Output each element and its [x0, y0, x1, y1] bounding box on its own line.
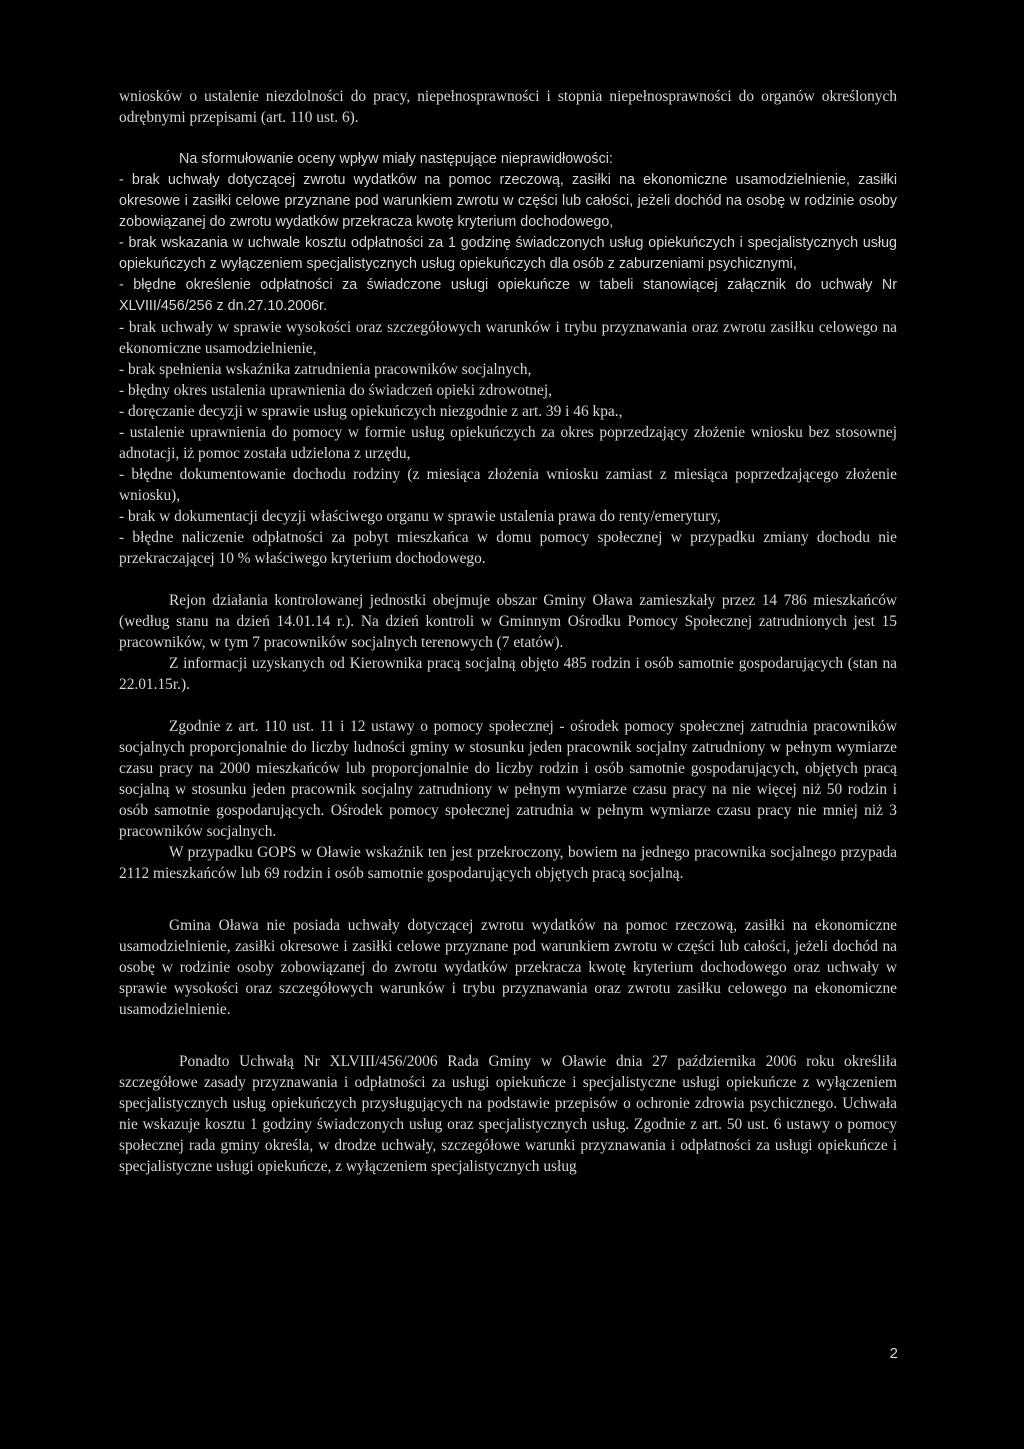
paragraph-spacer: [119, 569, 897, 590]
list-item: - błędne dokumentowanie dochodu rodziny (z miesiąca złożenia wniosku zamiast z miesiąca poprzedzającego złożenie wniosku),: [119, 466, 897, 504]
paragraph: Zgodnie z art. 110 ust. 11 i 12 ustawy o pomocy społecznej - ośrodek pomocy społecznej zatrudnia pracowników socjalnych proporcjonalnie do liczby ludności gminy w stosunku jeden pracownik socjalny zatrudniony w pełnym wymiarze czasu pracy na 2000 mieszkańców lub proporcjonalnie do liczby rodzin i osób samotnie gospodarujących, objętych pracą socjalną w stosunku jeden pracownik socjalny zatrudniony w pełnym wymiarze czasu pracy na nie więcej niż 50 rodzin i osób samotnie gospodarujących. Ośrodek pomocy społecznej zatrudnia w pełnym wymiarze czasu pracy nie mniej niż 3 pracowników socjalnych.: [119, 718, 897, 840]
list-item: - ustalenie uprawnienia do pomocy w formie usług opiekuńczych za okres poprzedzający złożenie wniosku bez stosownej adnotacji, iż pomoc została udzielona z urzędu,: [119, 424, 897, 462]
list-item: - brak wskazania w uchwale kosztu odpłatności za 1 godzinę świadczonych usług opiekuńczych i specjalistycznych usług opiekuńczych z wyłączeniem specjalistycznych usług opiekuńczych dla osób z zaburzeniami psychicznymi,: [119, 235, 897, 272]
paragraph-spacer: [119, 884, 897, 915]
paragraph: Z informacji uzyskanych od Kierownika pracą socjalną objęto 485 rodzin i osób samotnie gospodarujących (stan na 22.01.15r.).: [119, 655, 897, 693]
list-item: - błędne naliczenie odpłatności za pobyt mieszkańca w domu pomocy społecznej w przypadku zmiany dochodu nie przekraczającej 10 % właściwego kryterium dochodowego.: [119, 529, 897, 567]
document-body: [119, 86, 897, 1177]
paragraph-spacer: [119, 128, 897, 149]
list-item: - błędne określenie odpłatności za świadczone usługi opiekuńcze w tabeli stanowiącej załącznik do uchwały Nr XLVIII/456/256 z dn.27.10.2006r.: [119, 277, 897, 314]
page-number: 2: [889, 1345, 898, 1362]
paragraph: Rejon działania kontrolowanej jednostki obejmuje obszar Gminy Oława zamieszkały przez 14 786 mieszkańców (według stanu na dzień 14.01.14 r.). Na dzień kontroli w Gminnym Ośrodku Pomocy Społecznej zatrudnionych jest 15 pracowników, w tym 7 pracowników socjalnych terenowych (7 etatów).: [119, 592, 897, 651]
list-item: - brak uchwały w sprawie wysokości oraz szczegółowych warunków i trybu przyznawania oraz zwrotu zasiłku celowego na ekonomiczne usamodzielnienie,: [119, 319, 897, 357]
paragraph: Ponadto Uchwałą Nr XLVIII/456/2006 Rada Gminy w Oławie dnia 27 października 2006 roku określiła szczegółowe zasady przyznawania i odpłatności za usługi opiekuńcze i specjalistyczne usługi opiekuńcze z wyłączeniem specjalistycznych usług opiekuńczych przysługujących na podstawie przepisów o ochronie zdrowia psychicznego. Uchwała nie wskazuje kosztu 1 godziny świadczonych usług oraz specjalistycznych usług. Zgodnie z art. 50 ust. 6 ustawy o pomocy społecznej rada gminy określa, w drodze uchwały, szczegółowe warunki przyznawania i odpłatności za usługi opiekuńcze i specjalistyczne usługi opiekuńcze, z wyłączeniem specjalistycznych usług: [119, 1053, 897, 1175]
list-item: - brak spełnienia wskaźnika zatrudnienia pracowników socjalnych,: [119, 361, 532, 378]
paragraph: Gmina Oława nie posiada uchwały dotyczącej zwrotu wydatków na pomoc rzeczową, zasiłki na ekonomiczne usamodzielnienie, zasiłki okresowe i zasiłki celowe przyznane pod warunkiem zwrotu w części lub całości, jeżeli dochód na osobę w rodzinie osoby zobowiązanej do zwrotu wydatków przekracza kwotę kryterium dochodowego oraz uchwały w sprawie wysokości oraz szczegółowych warunków i trybu przyznawania oraz zwrotu zasiłku celowego na ekonomiczne usamodzielnienie.: [119, 917, 897, 1018]
paragraph-spacer: [119, 695, 897, 716]
paragraph-spacer: [119, 1020, 897, 1051]
list-item: - błędny okres ustalenia uprawnienia do świadczeń opieki zdrowotnej,: [119, 382, 552, 399]
list-item: - brak uchwały dotyczącej zwrotu wydatków na pomoc rzeczową, zasiłki na ekonomiczne usamodzielnienie, zasiłki okresowe i zasiłki celowe przyznane pod warunkiem zwrotu w części lub całości, jeżeli dochód na osobę w rodzinie osoby zobowiązanej do zwrotu wydatków przekracza kwotę kryterium dochodowego,: [119, 172, 897, 230]
paragraph: W przypadku GOPS w Oławie wskaźnik ten jest przekroczony, bowiem na jednego pracownika socjalnego przypada 2112 mieszkańców lub 69 rodzin i osób samotnie gospodarujących objętych pracą socjalną.: [119, 844, 897, 882]
paragraph: Na sformułowanie oceny wpływ miały następujące nieprawidłowości:: [179, 151, 613, 167]
list-item: - brak w dokumentacji decyzji właściwego organu w sprawie ustalenia prawa do renty/emerytury,: [119, 508, 721, 525]
list-item: - doręczanie decyzji w sprawie usług opiekuńczych niezgodnie z art. 39 i 46 kpa.,: [119, 403, 623, 420]
paragraph: wniosków o ustalenie niezdolności do pracy, niepełnosprawności i stopnia niepełnosprawności do organów określonych odrębnymi przepisami (art. 110 ust. 6).: [119, 88, 897, 126]
